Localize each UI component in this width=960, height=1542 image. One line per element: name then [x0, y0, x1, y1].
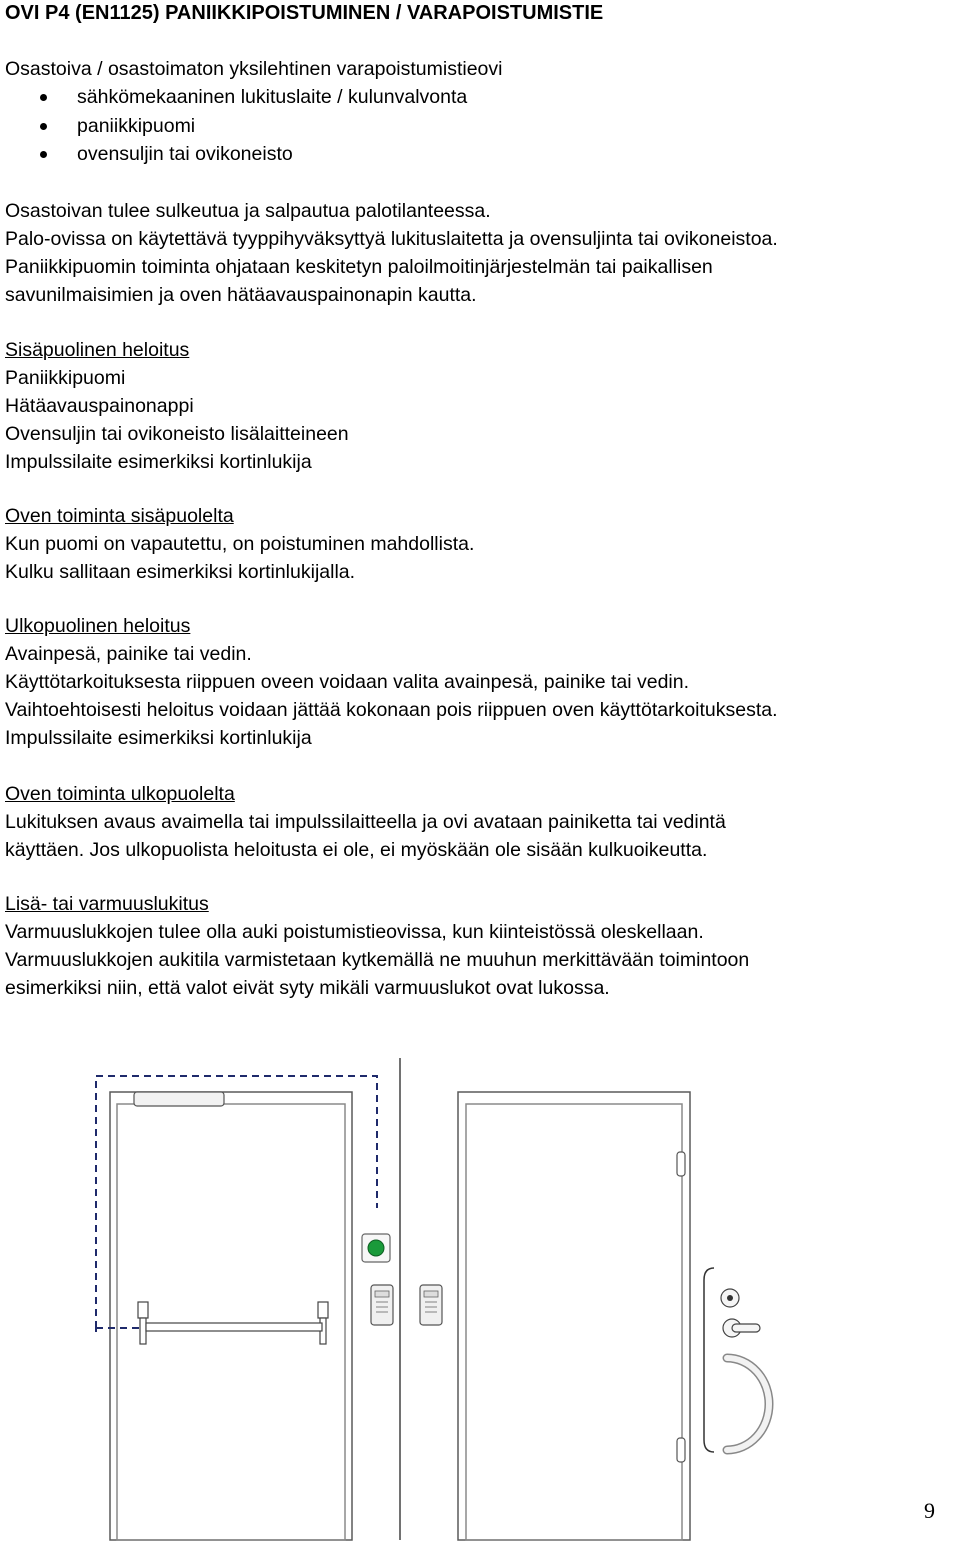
- outside-fittings-section: Ulkopuolinen heloitus Avainpesä, painike tai vedin. Käyttötarkoituksesta riippuen oveen voidaan valita avainpesä, painike tai vedin. Vaihtoehtoisesti heloitus voidaan jättää kokonaan pois riippuen oven käyttötarkoituksesta. Impulssilaite esimerkiksi kortinlukija: [5, 612, 778, 752]
- section-heading: Sisäpuolinen heloitus: [5, 339, 190, 361]
- extra-lock-section: Lisä- tai varmuuslukitus Varmuuslukkojen tulee olla auki poistumistieovissa, kun kiinteistössä oleskellaan. Varmuuslukkojen aukitila varmistetaan kytkemällä ne muuhun merkittävään toimintoon esimerkiksi niin, että valot eivät syty mikäli varmuuslukot ovat lukossa.: [5, 890, 749, 1002]
- door-frame: [458, 1092, 690, 1540]
- outside-door-view: [458, 1092, 769, 1540]
- pull-handle-icon: [727, 1358, 769, 1450]
- outside-operation-section: Oven toiminta ulkopuolelta Lukituksen avaus avaimella tai impulssilaitteella ja ovi avataan painiketta tai vedintä käyttäen. Jos ulkopuolista heloitusta ei ole, ei myöskään ole sisään kulkuoikeutta.: [5, 780, 726, 864]
- fire-paragraph: Osastoivan tulee sulkeutua ja salpautua palotilanteessa. Palo-ovissa on käytettävä tyyppihyväksyttyä lukituslaitetta ja ovensuljinta tai ovikoneistoa. Paniikkipuomin toiminta ohjataan keskitetyn paloilmoitinjärjestelmän tai paikallisen savunilmaisimien ja oven hätäavauspainonapin kautta.: [5, 200, 778, 306]
- dashed-outline: [96, 1076, 377, 1328]
- page-number: 9: [924, 1498, 935, 1523]
- bullet-icon: [40, 94, 47, 101]
- inside-fittings-section: Sisäpuolinen heloitus Paniikkipuomi Hätäavauspainonappi Ovensuljin tai ovikoneisto lisälaitteineen Impulssilaite esimerkiksi kortinlukija: [5, 336, 349, 476]
- bracket: [704, 1268, 714, 1452]
- page-title: OVI P4 (EN1125) PANIIKKIPOISTUMINEN / VARAPOISTUMISTIE: [5, 2, 604, 24]
- hinge-icon: [677, 1152, 685, 1176]
- section-heading: Ulkopuolinen heloitus: [5, 615, 191, 637]
- emergency-button-icon: [362, 1234, 390, 1262]
- intro-text: Osastoiva / osastoimaton yksilehtinen varapoistumistieovi: [5, 58, 503, 80]
- bullet-icon: [40, 151, 47, 158]
- inside-operation-section: Oven toiminta sisäpuolelta Kun puomi on vapautettu, on poistuminen mahdollista. Kulku sallitaan esimerkiksi kortinlukijalla.: [5, 502, 474, 586]
- door-leaf: [466, 1104, 682, 1540]
- card-reader-icon: [420, 1285, 442, 1325]
- door-closer-icon: [134, 1092, 224, 1106]
- key-cylinder-icon: [721, 1289, 739, 1307]
- door-illustration: [0, 1040, 960, 1542]
- bullet-icon: [40, 123, 47, 130]
- section-heading: Oven toiminta ulkopuolelta: [5, 783, 235, 805]
- card-reader-icon: [371, 1285, 393, 1325]
- door-leaf: [117, 1104, 345, 1540]
- section-heading: Oven toiminta sisäpuolelta: [5, 505, 234, 527]
- panic-bar-icon: [138, 1302, 328, 1344]
- section-heading: Lisä- tai varmuuslukitus: [5, 893, 209, 915]
- inside-door-view: [95, 1076, 377, 1540]
- handle-icon: [723, 1319, 760, 1337]
- hinge-icon: [677, 1438, 685, 1462]
